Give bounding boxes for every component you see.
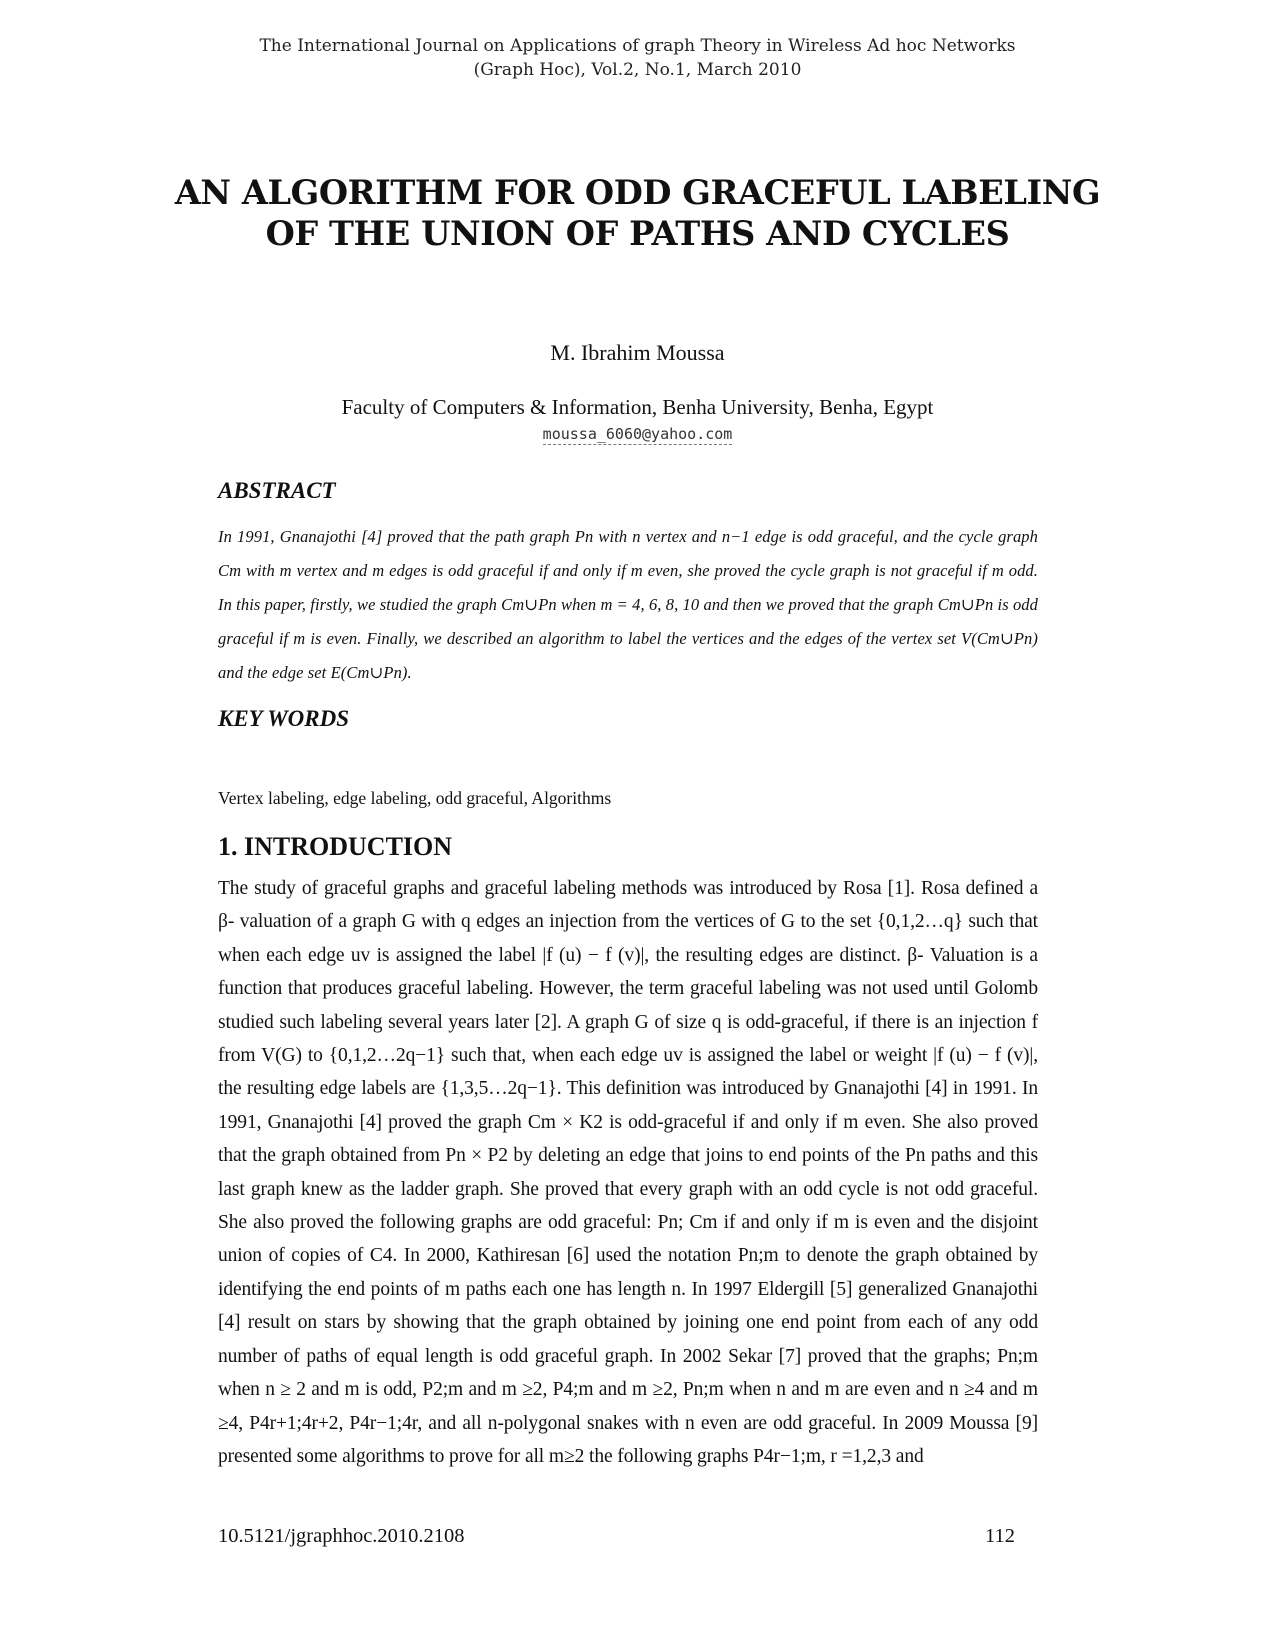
page-number: 112 xyxy=(985,1525,1015,1547)
author-email-wrap xyxy=(0,425,1275,444)
introduction-text: The study of graceful graphs and graceful labeling methods was introduced by Rosa [1]. Rosa defined a β- valuation of a graph G with q edges an injection from the vertices of G to the set {0,1,2…q} such that when each edge uv is assigned the label |f (u) − f (v)|, the resulting edges are distinct. β- Valuation is a function that produces graceful labeling. However, the term graceful labeling was not used until Golomb studied such labeling several years later [2]. A graph G of size q is odd-graceful, if there is an injection f from V(G) to {0,1,2…2q−1} such that, when each edge uv is assigned the label or weight |f (u) − f (v)|, the resulting edge labels are {1,3,5…2q−1}. This definition was introduced by Gnanajothi [4] in 1991. In 1991, Gnanajothi [4] proved the graph Cm × K2 is odd-graceful if and only if m even. She also proved that the graph obtained from Pn × P2 by deleting an edge that joins to end points of the Pn paths and this last graph knew as the ladder graph. She proved that every graph with an odd cycle is not odd graceful. She also proved the following graphs are odd graceful: Pn; Cm if and only if m is even and the disjoint union of copies of C4. In 2000, Kathiresan [6] used the notation Pn;m to denote the graph obtained by identifying the end points of m paths each one has length n. In 1997 Eldergill [5] generalized Gnanajothi [4] result on stars by showing that the graph obtained by joining one end point from each of any odd number of paths of equal length is odd graceful graph. In 2002 Sekar [7] proved that the graphs; Pn;m when n ≥ 2 and m is odd, P2;m and m ≥2, P4;m and m ≥2, Pn;m when n and m are even and n ≥4 and m ≥4, P4r+1;4r+2, P4r−1;4r, and all n-polygonal snakes with n even are odd graceful. In 2009 Moussa [9] presented some algorithms to prove for all m≥2 the following graphs P4r−1;m, r =1,2,3 and xyxy=(218,878,1038,1467)
keywords-text: Vertex labeling, edge labeling, odd graceful, Algorithms xyxy=(218,788,612,808)
author-affiliation: Faculty of Computers & Information, Benha University, Benha, Egypt xyxy=(341,395,934,419)
abstract-text: In 1991, Gnanajothi [4] proved that the path graph Pn with n vertex and n−1 edge is odd graceful, and the cycle graph Cm with m vertex and m edges is odd graceful if and only if m even, she proved the cycle graph is not graceful if m odd. In this paper, firstly, we studied the graph Cm∪Pn when m = 4, 6, 8, 10 and then we proved that the graph Cm∪Pn is odd graceful if m is even. Finally, we described an algorithm to label the vertices and the edges of the vertex set V(Cm∪Pn) and the edge set E(Cm∪Pn). xyxy=(218,527,1038,682)
introduction-heading: 1. INTRODUCTION xyxy=(218,832,453,861)
keywords-heading: KEY WORDS xyxy=(218,706,350,731)
author-name: M. Ibrahim Moussa xyxy=(550,340,725,365)
abstract-heading: ABSTRACT xyxy=(218,478,336,503)
journal-issue: (Graph Hoc), Vol.2, No.1, March 2010 xyxy=(473,60,802,80)
author-email-link[interactable]: moussa_6060@yahoo.com xyxy=(542,425,733,443)
journal-name: The International Journal on Applications of graph Theory in Wireless Ad hoc Networks xyxy=(259,36,1016,56)
footer-doi: 10.5121/jgraphhoc.2010.2108 xyxy=(218,1525,465,1547)
running-header xyxy=(0,34,1275,82)
paper-title: AN ALGORITHM FOR ODD GRACEFUL LABELING OF THE UNION OF PATHS AND CYCLES xyxy=(174,173,1101,253)
